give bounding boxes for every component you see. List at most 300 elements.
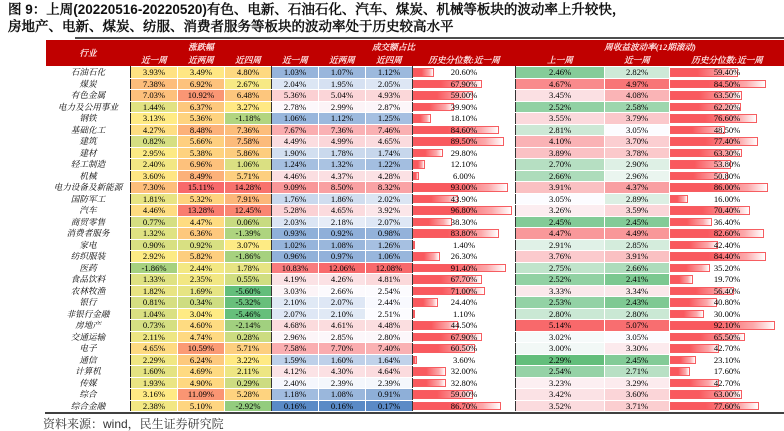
vol-percentile-cell (670, 124, 784, 136)
percentile-value: 93.00% (450, 182, 478, 192)
change-4w-cell: 14.28% (225, 182, 272, 194)
vol-prev-week-cell: 3.45% (516, 90, 605, 102)
turnover-2w-cell: 2.66% (319, 285, 366, 297)
vol-1w-cell: 2.45% (605, 216, 670, 228)
change-4w-cell: 7.36% (225, 124, 272, 136)
turnover-percentile-cell (413, 400, 516, 412)
percentile-databar (413, 367, 446, 376)
turnover-2w-cell: 0.97% (319, 251, 366, 263)
percentile-value: 17.60% (713, 366, 741, 376)
turnover-2w-cell: 1.86% (319, 193, 366, 205)
change-4w-cell: 5.71% (225, 343, 272, 355)
change-1w-cell: 2.38% (131, 400, 178, 412)
industry-name: 基础化工 (46, 124, 131, 136)
percentile-databar (413, 298, 438, 307)
turnover-2w-cell: 2.10% (319, 308, 366, 320)
change-4w-cell: 7.58% (225, 136, 272, 148)
change-2w-cell: 5.32% (178, 193, 225, 205)
vol-percentile-cell (670, 343, 784, 355)
turnover-percentile-cell (413, 136, 516, 148)
table-row (46, 274, 784, 286)
vol-percentile-cell (670, 285, 784, 297)
industry-volatility-table (45, 40, 784, 412)
table-row (46, 67, 784, 79)
table-row (46, 159, 784, 171)
change-1w-cell: 0.81% (131, 297, 178, 309)
turnover-1w-cell: 0.93% (272, 228, 319, 240)
table-row (46, 136, 784, 148)
vol-percentile-cell (670, 354, 784, 366)
header-change-week1: 近一周 (131, 53, 178, 67)
vol-prev-week-cell: 3.91% (516, 182, 605, 194)
vol-1w-cell: 3.91% (605, 251, 670, 263)
turnover-4w-cell: 1.26% (366, 239, 413, 251)
percentile-value: 6.00% (452, 170, 476, 181)
change-4w-cell: 1.78% (225, 262, 272, 274)
percentile-databar (413, 149, 443, 158)
change-4w-cell: 0.28% (225, 331, 272, 343)
table-row (46, 389, 784, 401)
vol-1w-cell: 3.29% (605, 377, 670, 389)
change-4w-cell: 1.06% (225, 159, 272, 171)
percentile-databar (670, 379, 719, 388)
vol-prev-week-cell: 2.29% (516, 354, 605, 366)
turnover-percentile-cell (413, 159, 516, 171)
table-row (46, 101, 784, 113)
turnover-2w-cell: 1.12% (319, 113, 366, 125)
turnover-percentile-cell (413, 228, 516, 240)
percentile-databar (413, 160, 425, 169)
table-row (46, 170, 784, 182)
vol-prev-week-cell: 4.47% (516, 228, 605, 240)
turnover-2w-cell: 7.36% (319, 124, 366, 136)
percentile-databar (670, 241, 718, 250)
vol-percentile-cell (670, 297, 784, 309)
industry-name: 家电 (46, 239, 131, 251)
turnover-4w-cell: 1.64% (366, 354, 413, 366)
percentile-databar (413, 356, 417, 365)
change-4w-cell: 5.28% (225, 389, 272, 401)
percentile-value: 63.50% (713, 90, 741, 100)
percentile-value: 42.70% (713, 377, 741, 388)
change-1w-cell: 7.38% (131, 78, 178, 90)
table-row (46, 331, 784, 343)
percentile-value: 39.90% (450, 101, 478, 112)
turnover-1w-cell: 1.90% (272, 147, 319, 159)
header-turnover-percentile: 历史分位数:近一周 (413, 53, 516, 67)
vol-percentile-cell (670, 228, 784, 240)
vol-prev-week-cell: 2.54% (516, 366, 605, 378)
turnover-4w-cell: 2.02% (366, 193, 413, 205)
turnover-2w-cell: 1.32% (319, 159, 366, 171)
vol-1w-cell: 2.41% (605, 274, 670, 286)
vol-prev-week-cell: 3.05% (516, 193, 605, 205)
turnover-1w-cell: 2.03% (272, 216, 319, 228)
vol-prev-week-cell: 2.53% (516, 297, 605, 309)
change-1w-cell: 2.40% (131, 159, 178, 171)
change-1w-cell: 2.92% (131, 251, 178, 263)
vol-1w-cell: 3.70% (605, 136, 670, 148)
turnover-1w-cell: 1.03% (272, 67, 319, 79)
industry-name: 电子 (46, 343, 131, 355)
vol-prev-week-cell: 3.00% (516, 343, 605, 355)
change-2w-cell: 5.10% (178, 400, 225, 412)
change-1w-cell: 1.81% (131, 193, 178, 205)
turnover-4w-cell: 2.07% (366, 216, 413, 228)
change-2w-cell: 0.34% (178, 297, 225, 309)
percentile-value: 76.60% (713, 113, 741, 123)
industry-name: 轻工制造 (46, 159, 131, 171)
turnover-2w-cell: 4.26% (319, 274, 366, 286)
change-4w-cell: 3.27% (225, 101, 272, 113)
turnover-2w-cell: 4.30% (319, 366, 366, 378)
industry-name: 有色金属 (46, 90, 131, 102)
turnover-percentile-cell (413, 366, 516, 378)
table-row (46, 205, 784, 217)
turnover-4w-cell: 0.17% (366, 400, 413, 412)
turnover-1w-cell: 2.04% (272, 78, 319, 90)
table-row (46, 320, 784, 332)
change-1w-cell: 2.29% (131, 354, 178, 366)
turnover-4w-cell: 2.54% (366, 285, 413, 297)
percentile-value: 3.60% (452, 354, 476, 365)
header-change-week4: 近四周 (225, 53, 272, 67)
table-row (46, 251, 784, 263)
turnover-2w-cell: 2.39% (319, 377, 366, 389)
percentile-value: 38.30% (450, 216, 478, 227)
industry-name: 消费者服务 (46, 228, 131, 240)
turnover-2w-cell: 12.06% (319, 262, 366, 274)
change-1w-cell: 7.30% (131, 182, 178, 194)
percentile-value: 26.30% (450, 251, 478, 261)
percentile-value: 56.40% (713, 285, 741, 296)
turnover-4w-cell: 2.05% (366, 78, 413, 90)
vol-1w-cell: 3.78% (605, 147, 670, 159)
turnover-2w-cell: 5.04% (319, 90, 366, 102)
turnover-percentile-cell (413, 389, 516, 401)
percentile-value: 60.50% (450, 343, 478, 353)
percentile-value: 16.00% (713, 193, 741, 204)
turnover-1w-cell: 4.46% (272, 170, 319, 182)
change-2w-cell: 3.49% (178, 67, 225, 79)
percentile-value: 32.80% (450, 377, 478, 388)
turnover-percentile-cell (413, 170, 516, 182)
change-4w-cell: -2.14% (225, 320, 272, 332)
table-row (46, 147, 784, 159)
turnover-1w-cell: 4.49% (272, 136, 319, 148)
percentile-value: 84.50% (713, 78, 741, 89)
turnover-1w-cell: 10.83% (272, 262, 319, 274)
turnover-percentile-cell (413, 297, 516, 309)
figure-title (8, 1, 782, 35)
vol-percentile-cell (670, 274, 784, 286)
change-1w-cell: 7.03% (131, 90, 178, 102)
percentile-value: 35.20% (713, 262, 741, 273)
percentile-value: 53.80% (713, 159, 741, 169)
turnover-2w-cell: 4.61% (319, 320, 366, 332)
vol-percentile-cell (670, 67, 784, 79)
turnover-1w-cell: 1.18% (272, 389, 319, 401)
turnover-1w-cell: 1.02% (272, 239, 319, 251)
turnover-1w-cell: 2.78% (272, 101, 319, 113)
change-1w-cell: 0.73% (131, 320, 178, 332)
change-2w-cell: 6.36% (178, 228, 225, 240)
turnover-2w-cell: 1.08% (319, 239, 366, 251)
change-2w-cell: 4.90% (178, 377, 225, 389)
turnover-4w-cell: 8.32% (366, 182, 413, 194)
vol-prev-week-cell: 2.75% (516, 262, 605, 274)
percentile-value: 12.10% (450, 159, 478, 169)
turnover-2w-cell: 4.65% (319, 205, 366, 217)
percentile-value: 62.20% (713, 101, 741, 112)
turnover-2w-cell: 0.16% (319, 400, 366, 412)
table-row (46, 78, 784, 90)
percentile-value: 86.00% (713, 182, 741, 192)
percentile-databar (413, 218, 452, 227)
change-1w-cell: 1.32% (131, 228, 178, 240)
turnover-4w-cell: 4.48% (366, 320, 413, 332)
percentile-value: 50.80% (713, 170, 741, 181)
change-2w-cell: 15.11% (178, 182, 225, 194)
industry-name: 医药 (46, 262, 131, 274)
turnover-1w-cell: 1.06% (272, 113, 319, 125)
turnover-2w-cell: 2.99% (319, 101, 366, 113)
header-change-week2: 近两周 (178, 53, 225, 67)
percentile-value: 67.70% (450, 274, 478, 284)
table-row (46, 216, 784, 228)
turnover-4w-cell: 1.74% (366, 147, 413, 159)
vol-percentile-cell (670, 182, 784, 194)
vol-prev-week-cell: 3.52% (516, 400, 605, 412)
vol-percentile-cell (670, 147, 784, 159)
vol-1w-cell: 5.07% (605, 320, 670, 332)
industry-name: 食品饮料 (46, 274, 131, 286)
vol-1w-cell: 3.30% (605, 343, 670, 355)
turnover-2w-cell: 2.85% (319, 331, 366, 343)
vol-percentile-cell (670, 101, 784, 113)
table-row (46, 297, 784, 309)
industry-name: 电力及公用事业 (46, 101, 131, 113)
change-4w-cell: -1.86% (225, 251, 272, 263)
vol-1w-cell: 3.60% (605, 389, 670, 401)
turnover-4w-cell: 4.28% (366, 170, 413, 182)
table-row (46, 182, 784, 194)
percentile-value: 36.40% (713, 216, 741, 227)
vol-1w-cell: 4.37% (605, 182, 670, 194)
turnover-4w-cell: 1.12% (366, 67, 413, 79)
change-2w-cell: 6.92% (178, 78, 225, 90)
header-industry: 行业 (46, 40, 131, 67)
vol-1w-cell: 3.05% (605, 331, 670, 343)
table-row (46, 239, 784, 251)
vol-1w-cell: 2.82% (605, 67, 670, 79)
turnover-percentile-cell (413, 331, 516, 343)
turnover-1w-cell: 4.19% (272, 274, 319, 286)
percentile-value: 40.80% (713, 297, 741, 307)
percentile-value: 24.40% (450, 297, 478, 307)
header-vol-percentile: 历史分位数:近一周 (670, 53, 784, 67)
turnover-percentile-cell (413, 67, 516, 79)
table-row (46, 113, 784, 125)
turnover-percentile-cell (413, 285, 516, 297)
vol-percentile-cell (670, 136, 784, 148)
header-turnover-week2: 近两周 (319, 53, 366, 67)
change-1w-cell: 1.44% (131, 101, 178, 113)
industry-name: 煤炭 (46, 78, 131, 90)
table-row (46, 90, 784, 102)
industry-name: 计算机 (46, 366, 131, 378)
percentile-value: 67.90% (450, 78, 478, 89)
header-turnover-week4: 近四周 (366, 53, 413, 67)
vol-prev-week-cell: 3.23% (516, 377, 605, 389)
turnover-4w-cell: 2.51% (366, 308, 413, 320)
change-2w-cell: 8.48% (178, 124, 225, 136)
header-vol-prev-week: 上一周 (516, 53, 605, 67)
vol-percentile-cell (670, 170, 784, 182)
change-2w-cell: 5.38% (178, 147, 225, 159)
industry-name: 国防军工 (46, 193, 131, 205)
change-4w-cell: 4.80% (225, 67, 272, 79)
change-1w-cell: 3.60% (131, 170, 178, 182)
turnover-4w-cell: 0.98% (366, 228, 413, 240)
percentile-value: 19.70% (713, 274, 741, 284)
percentile-value: 92.10% (713, 320, 741, 330)
change-1w-cell: 2.11% (131, 331, 178, 343)
percentile-value: 82.60% (713, 228, 741, 238)
title-divider (75, 37, 784, 39)
percentile-value: 67.90% (450, 331, 478, 342)
turnover-percentile-cell (413, 147, 516, 159)
turnover-percentile-cell (413, 262, 516, 274)
percentile-value: 59.00% (450, 90, 478, 100)
percentile-databar (413, 310, 415, 319)
percentile-databar (413, 252, 440, 261)
vol-prev-week-cell: 3.26% (516, 205, 605, 217)
turnover-percentile-cell (413, 101, 516, 113)
change-1w-cell: 4.65% (131, 343, 178, 355)
turnover-4w-cell: 1.25% (366, 113, 413, 125)
turnover-4w-cell: 7.40% (366, 343, 413, 355)
vol-1w-cell: 3.34% (605, 285, 670, 297)
turnover-2w-cell: 7.70% (319, 343, 366, 355)
vol-prev-week-cell: 3.33% (516, 285, 605, 297)
percentile-value: 42.70% (713, 343, 741, 353)
header-group-turnover: 成交额占比 (272, 40, 516, 53)
vol-1w-cell: 2.45% (605, 354, 670, 366)
turnover-percentile-cell (413, 124, 516, 136)
turnover-percentile-cell (413, 251, 516, 263)
percentile-value: 29.80% (450, 147, 478, 158)
percentile-value: 44.50% (450, 320, 478, 330)
vol-percentile-cell (670, 159, 784, 171)
turnover-1w-cell: 2.07% (272, 308, 319, 320)
vol-percentile-cell (670, 320, 784, 332)
change-2w-cell: 3.04% (178, 308, 225, 320)
vol-1w-cell: 4.08% (605, 90, 670, 102)
percentile-databar (413, 379, 446, 388)
industry-name: 石油石化 (46, 67, 131, 79)
turnover-percentile-cell (413, 239, 516, 251)
change-2w-cell: 5.82% (178, 251, 225, 263)
turnover-percentile-cell (413, 274, 516, 286)
percentile-value: 77.60% (713, 400, 741, 411)
percentile-databar (670, 356, 696, 365)
industry-name: 汽车 (46, 205, 131, 217)
table-row (46, 262, 784, 274)
turnover-1w-cell: 9.09% (272, 182, 319, 194)
turnover-percentile-cell (413, 182, 516, 194)
change-1w-cell: 1.33% (131, 274, 178, 286)
vol-1w-cell: 2.66% (605, 262, 670, 274)
change-2w-cell: 2.35% (178, 274, 225, 286)
industry-name: 交通运输 (46, 331, 131, 343)
turnover-4w-cell: 4.93% (366, 90, 413, 102)
vol-percentile-cell (670, 90, 784, 102)
turnover-percentile-cell (413, 320, 516, 332)
table-row (46, 354, 784, 366)
vol-percentile-cell (670, 308, 784, 320)
figure-title-line2: 房地产、电新、煤炭、纺服、消费者服务等板块的波动率处于历史较高水平 (8, 19, 454, 34)
change-2w-cell: 5.66% (178, 136, 225, 148)
change-4w-cell: 0.29% (225, 377, 272, 389)
table-row (46, 124, 784, 136)
table-row (46, 400, 784, 412)
change-1w-cell: 3.13% (131, 113, 178, 125)
vol-prev-week-cell: 3.76% (516, 251, 605, 263)
industry-name: 电力设备及新能源 (46, 182, 131, 194)
change-4w-cell: 2.11% (225, 366, 272, 378)
header-group-volatility: 周收益波动率(12期滚动) (516, 40, 784, 53)
industry-name: 综合 (46, 389, 131, 401)
change-4w-cell: -5.46% (225, 308, 272, 320)
turnover-2w-cell: 2.18% (319, 216, 366, 228)
vol-1w-cell: 3.71% (605, 400, 670, 412)
turnover-4w-cell: 1.22% (366, 159, 413, 171)
turnover-4w-cell: 2.87% (366, 101, 413, 113)
turnover-1w-cell: 3.03% (272, 285, 319, 297)
turnover-percentile-cell (413, 377, 516, 389)
vol-1w-cell: 4.97% (605, 78, 670, 90)
change-4w-cell: 3.22% (225, 354, 272, 366)
turnover-2w-cell: 8.50% (319, 182, 366, 194)
percentile-value: 1.10% (452, 308, 476, 319)
change-1w-cell: 1.93% (131, 377, 178, 389)
vol-percentile-cell (670, 205, 784, 217)
turnover-1w-cell: 4.12% (272, 366, 319, 378)
vol-prev-week-cell: 2.52% (516, 274, 605, 286)
table-row (46, 193, 784, 205)
change-2w-cell: 13.28% (178, 205, 225, 217)
change-2w-cell: 4.74% (178, 331, 225, 343)
vol-1w-cell: 2.80% (605, 308, 670, 320)
vol-1w-cell: 2.71% (605, 366, 670, 378)
percentile-databar (413, 241, 415, 250)
change-1w-cell: 0.77% (131, 216, 178, 228)
turnover-4w-cell: 2.39% (366, 377, 413, 389)
change-1w-cell: -1.86% (131, 262, 178, 274)
industry-name: 银行 (46, 297, 131, 309)
change-4w-cell: -2.92% (225, 400, 272, 412)
percentile-databar (413, 103, 454, 112)
percentile-value: 71.00% (450, 285, 478, 296)
vol-prev-week-cell: 2.80% (516, 308, 605, 320)
turnover-4w-cell: 2.44% (366, 297, 413, 309)
figure-title-line1: 图 9：上周(20220516-20220520)有色、电新、石油石化、汽车、煤炭、机械等板块的波动率上升较快， (8, 2, 626, 17)
turnover-1w-cell: 0.96% (272, 251, 319, 263)
table-row (46, 285, 784, 297)
industry-name: 机械 (46, 170, 131, 182)
change-1w-cell: 0.82% (131, 136, 178, 148)
